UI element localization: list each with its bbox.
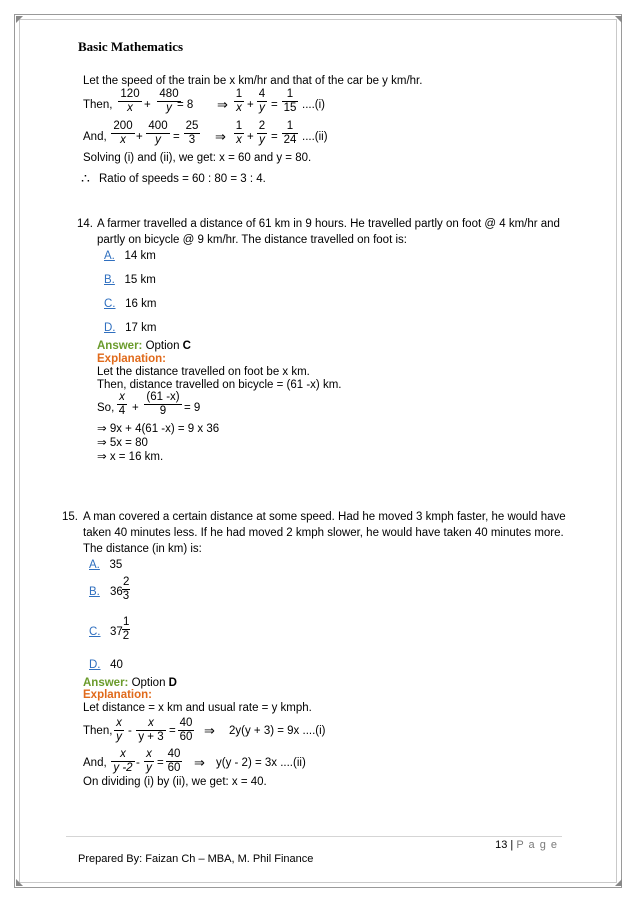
footer-credit: Prepared By: Faizan Ch – MBA, M. Phil Finance [78,853,314,865]
fraction: $\frac{400}{y}$ [146,120,170,147]
fraction: $\frac{x}{y -2}$ [111,748,135,775]
equals: = [271,131,278,143]
answer-line: Answer: Option D [83,677,177,689]
fraction: $\frac{(61 -x)}{9}$ [144,391,182,418]
explanation-label: Explanation: [97,353,167,365]
fraction: $\frac{25}{3}$ [185,120,199,146]
fraction: $\frac{x}{4}$ [118,391,126,417]
solving-line: Solving (i) and (ii), we get: x = 60 and y = 80. [83,152,312,164]
intro-line: Let the speed of the train be x km/hr and that of the car be y km/hr. [83,75,423,87]
option-b-whole: 36 [110,586,123,598]
explanation-line: ⇒ 5x = 80 [97,437,148,449]
option-b[interactable]: B. [89,586,100,598]
fraction: $\frac{1}{15}$ [283,88,297,114]
explanation-line: Then, distance travelled on bicycle = (61 -x) km. [97,379,342,391]
question-text: partly on bicycle @ 9 km/hr. The distance travelled on foot is: [97,234,407,246]
and-label: And, [83,757,107,769]
fraction: $\frac{4}{y}$ [258,88,266,114]
option-c[interactable]: C. 16 km [104,298,157,310]
therefore-symbol: ∴ [81,170,90,186]
then-label: Then, [83,99,113,111]
question-text: taken 40 minutes less. If he had moved 2 kmph slower, he would have taken 40 minutes more. [83,527,564,539]
implies-arrow: ⇒ [204,723,215,738]
equals: = [169,725,176,737]
fraction: $\frac{480}{y}$ [157,88,181,115]
explanation-line: On dividing (i) by (ii), we get: x = 40. [83,776,267,788]
equals: = 8 [177,99,194,111]
option-a[interactable]: A. 14 km [104,250,156,262]
question-text: A farmer travelled a distance of 61 km in 9 hours. He travelled partly on foot @ 4 km/hr and [97,218,560,230]
explanation-line: Let the distance travelled on foot be x km. [97,366,310,378]
fraction: $\frac{2}{y}$ [258,120,266,146]
fraction: $\frac{1}{24}$ [283,120,297,146]
fraction: $\frac{120}{x}$ [118,88,142,115]
equals: = [271,99,278,111]
option-a[interactable]: A. 35 [89,559,123,571]
equation-tag: ....(ii) [302,131,328,143]
operator: + [247,99,254,111]
mixed-fraction: $\frac{1}{2}$ [122,616,130,642]
operator: + [247,131,254,143]
corner-ornament [16,16,23,23]
then-label: Then, [83,725,113,737]
fraction: $\frac{40}{60}$ [167,748,181,774]
page-header: Basic Mathematics [78,39,184,54]
explanation-line: ⇒ 9x + 4(61 -x) = 9 x 36 [97,423,220,435]
question-number: 14. [77,218,93,230]
operator: + [144,99,151,111]
option-c-whole: 37 [110,626,123,638]
fraction: $\frac{x}{y + 3}$ [136,717,166,744]
option-d[interactable]: D. 17 km [104,322,157,334]
implies-arrow: ⇒ [217,97,228,112]
result-equation: 2y(y + 3) = 9x ....(i) [229,725,326,737]
explanation-line: Let distance = x km and usual rate = y kmph. [83,702,312,714]
option-d[interactable]: D. 40 [89,659,123,671]
answer-line: Answer: Option C [97,340,191,352]
explanation-line: ⇒ x = 16 km. [97,451,164,463]
fraction: $\frac{1}{x}$ [235,88,243,114]
question-text: A man covered a certain distance at some speed. Had he moved 3 kmph faster, he would have [83,511,566,523]
fraction: $\frac{200}{x}$ [111,120,135,147]
equals: = [173,131,180,143]
so-label: So, [97,402,115,414]
operator: + [136,131,143,143]
equals: = [157,757,164,769]
fraction: $\frac{1}{x}$ [235,120,243,146]
implies-arrow: ⇒ [215,129,226,144]
fraction: $\frac{x}{y}$ [114,717,124,744]
equals: = 9 [184,402,201,414]
option-b[interactable]: B. 15 km [104,274,156,286]
option-c[interactable]: C. [89,626,101,638]
corner-ornament [615,16,622,23]
result-equation: y(y - 2) = 3x ....(ii) [216,757,306,769]
fraction: $\frac{x}{y}$ [144,748,154,775]
footer-divider [66,836,562,837]
mixed-fraction: $\frac{2}{3}$ [122,576,130,602]
operator: - [128,725,132,737]
and-label: And, [83,131,107,143]
equation-tag: ....(i) [302,99,325,111]
operator: + [132,402,139,414]
operator: - [136,757,140,769]
corner-ornament [16,879,23,886]
question-text: The distance (in km) is: [83,543,202,555]
corner-ornament [615,879,622,886]
page-number: 13 | P a g e [495,839,558,851]
fraction: $\frac{40}{60}$ [179,717,193,743]
ratio-line: Ratio of speeds = 60 : 80 = 3 : 4. [99,173,266,185]
explanation-label: Explanation: [83,689,153,701]
implies-arrow: ⇒ [194,755,205,770]
question-number: 15. [62,511,78,523]
